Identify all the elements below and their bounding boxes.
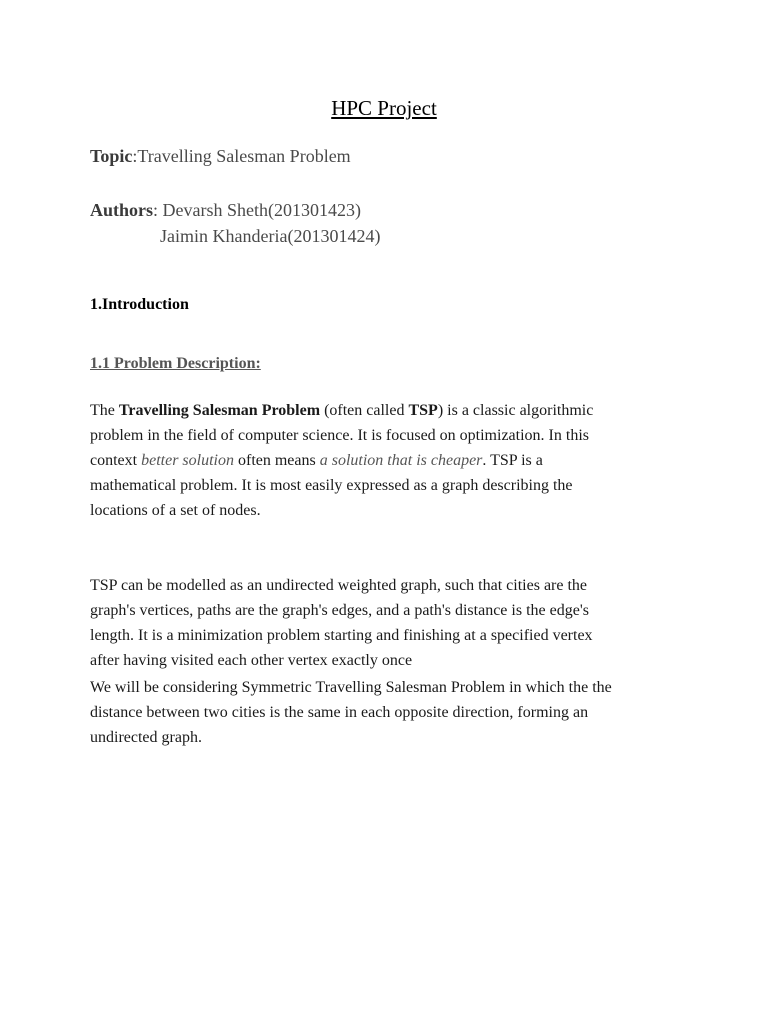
section-heading-introduction: 1.Introduction bbox=[90, 296, 189, 313]
paragraph-1-line-1 bbox=[90, 398, 680, 423]
bold-term-tsp: TSP bbox=[408, 402, 438, 419]
topic-value: :Travelling Salesman Problem bbox=[132, 146, 351, 166]
paragraph-1-line-4: mathematical problem. It is most easily expressed as a graph describing the bbox=[90, 477, 573, 494]
paragraph-1-line-2: problem in the field of computer science. It is focused on optimization. In this bbox=[90, 427, 589, 444]
author-2: Jaimin Khanderia(201301424) bbox=[160, 226, 381, 246]
text-span: . TSP is a bbox=[482, 452, 543, 469]
document-title: HPC Project bbox=[331, 96, 437, 120]
text-span: ) is a classic algorithmic bbox=[437, 402, 594, 419]
paragraph-3-line-3: undirected graph. bbox=[90, 729, 202, 746]
paragraph-1-line-5: locations of a set of nodes. bbox=[90, 502, 261, 519]
paragraph-3-line-2: distance between two cities is the same in each opposite direction, forming an bbox=[90, 704, 589, 721]
bold-term-tsp-full: Travelling Salesman Problem bbox=[118, 402, 321, 419]
paragraph-1 bbox=[90, 398, 680, 523]
text-span: The bbox=[90, 402, 119, 419]
topic-label: Topic bbox=[90, 146, 133, 166]
italic-term: better solution bbox=[141, 452, 234, 469]
paragraph-2-line-1: TSP can be modelled as an undirected weighted graph, such that cities are the bbox=[90, 577, 588, 594]
paragraph-2-line-3: length. It is a minimization problem starting and finishing at a specified vertex bbox=[90, 627, 593, 644]
author-1: : Devarsh Sheth(201301423) bbox=[153, 200, 361, 220]
paragraph-2-line-2: graph's vertices, paths are the graph's edges, and a path's distance is the edge's bbox=[90, 602, 589, 619]
authors-label: Authors bbox=[90, 200, 154, 220]
subsection-heading-problem-description: 1.1 Problem Description: bbox=[90, 355, 261, 372]
topic-line bbox=[90, 146, 351, 167]
authors-line bbox=[90, 200, 361, 221]
paragraph-1-line-3 bbox=[90, 448, 680, 473]
paragraph-2-line-4: after having visited each other vertex exactly once bbox=[90, 652, 413, 669]
italic-term: a solution that is cheaper bbox=[319, 452, 483, 469]
paragraph-3-line-1: We will be considering Symmetric Travelling Salesman Problem in which the the bbox=[90, 679, 612, 696]
text-span: context bbox=[90, 452, 142, 469]
text-span: (often called bbox=[320, 402, 409, 419]
paragraph-2 bbox=[90, 573, 680, 673]
paragraph-3 bbox=[90, 675, 680, 750]
text-span: often means bbox=[233, 452, 320, 469]
